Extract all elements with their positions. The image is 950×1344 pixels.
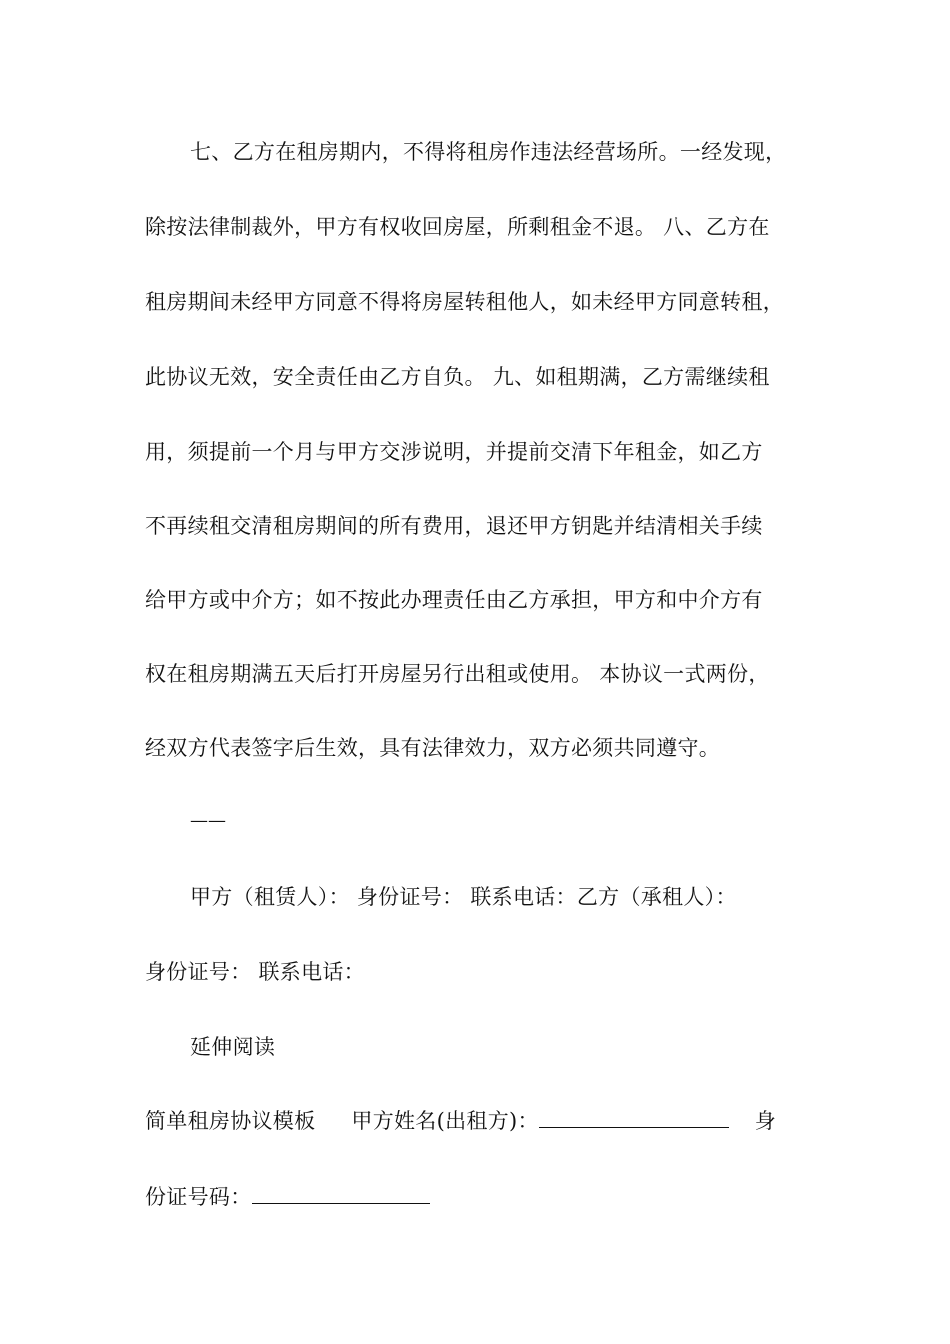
extended-reading-heading: 延伸阅读 xyxy=(190,1035,276,1059)
paragraph-line-8: 权在租房期满五天后打开房屋另行出租或使用。 本协议一式两份， xyxy=(145,662,770,686)
section-separator: —— xyxy=(190,810,226,831)
id-number-blank xyxy=(252,1183,430,1204)
signature-line-2: 身份证号： 联系电话： xyxy=(145,960,365,984)
paragraph-line-3: 租房期间未经甲方同意不得将房屋转租他人，如未经甲方同意转租， xyxy=(145,290,784,314)
paragraph-line-4: 此协议无效，安全责任由乙方自负。 九、如租期满，乙方需继续租 xyxy=(145,365,770,389)
id-number-line xyxy=(145,1182,815,1212)
paragraph-line-7: 给甲方或中介方；如不按此办理责任由乙方承担，甲方和中介方有 xyxy=(145,588,763,612)
paragraph-line-5: 用，须提前一个月与甲方交涉说明，并提前交清下年租金，如乙方 xyxy=(145,440,763,464)
lessor-name-blank xyxy=(539,1107,729,1128)
id-label-part2: 份证号码： xyxy=(145,1185,252,1209)
paragraph-line-9: 经双方代表签字后生效，具有法律效力，双方必须共同遵守。 xyxy=(145,736,721,760)
lessor-name-label: 甲方姓名(出租方)： xyxy=(351,1109,539,1133)
signature-line-1: 甲方（租赁人）： 身份证号： 联系电话：乙方（承租人）： xyxy=(190,885,737,909)
id-label-part1: 身 xyxy=(754,1109,777,1133)
template-line xyxy=(145,1106,815,1136)
paragraph-line-1: 七、乙方在租房期内，不得将租房作违法经营场所。一经发现， xyxy=(190,140,787,164)
template-title: 简单租房协议模板 xyxy=(145,1109,316,1133)
paragraph-line-2: 除按法律制裁外，甲方有权收回房屋，所剩租金不退。 八、乙方在 xyxy=(145,215,770,239)
paragraph-line-6: 不再续租交清租房期间的所有费用，退还甲方钥匙并结清相关手续 xyxy=(145,514,763,538)
